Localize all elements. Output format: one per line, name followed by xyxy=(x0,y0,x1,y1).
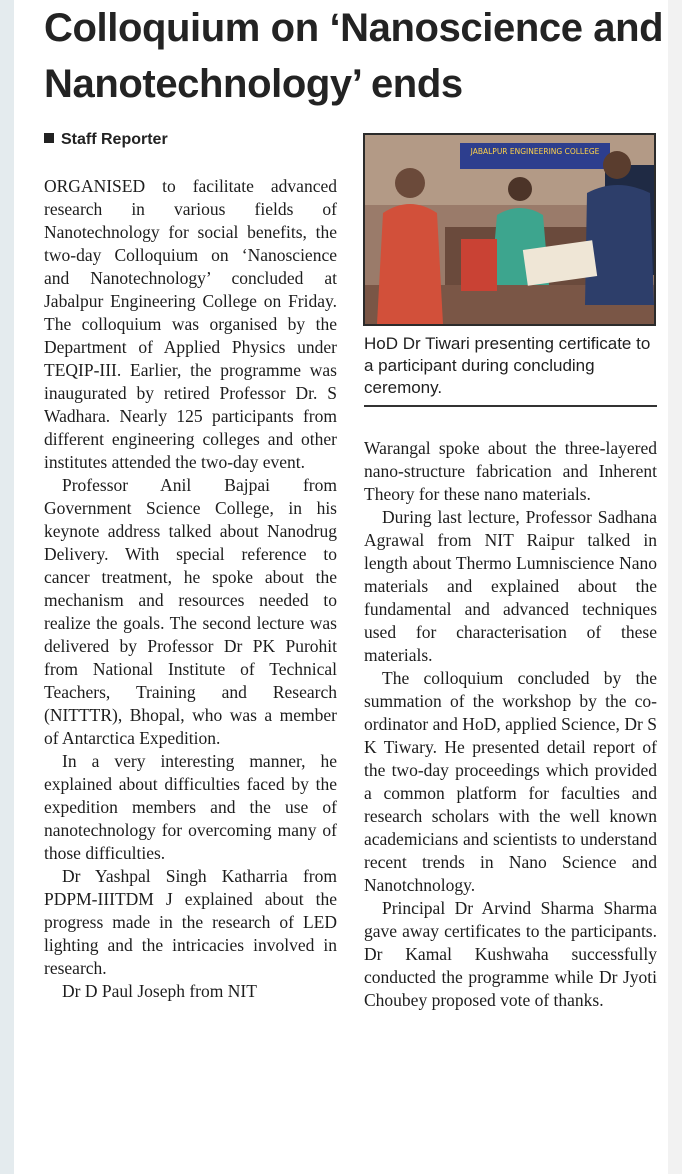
photo-banner-text: JABALPUR ENGINEERING COLLEGE xyxy=(470,147,600,156)
photo-illustration xyxy=(365,135,654,324)
paragraph: Dr Yashpal Singh Katharria from PDPM-IIITDM J explained about the progress made in the research of LED lighting and the intricacies involved in research. xyxy=(44,866,337,978)
paragraph: Warangal spoke about the three-layered nano-structure fabrication and Inherent Theory for these nano materials. xyxy=(364,438,657,504)
paragraph: Professor Anil Bajpai from Government Science College, in his keynote address talked about Nanodrug Delivery. With special reference to cancer treatment, he spoke about the mechanism and resources needed to realize the goals. The second lecture was delivered by Professor Dr PK Purohit from National Institute of Technical Teachers, Training and Research (NITTTR), Bhopal, who was a member of Antarctica Expedition. xyxy=(44,475,337,748)
paragraph: ORGANISED to facilitate advanced research in various fields of Nanotechnology for social benefits, the two-day Colloquium on ‘Nanoscience and Nanotechnology’ concluded at Jabalpur Engineering College on Friday. The colloquium was organised by the Department of Applied Physics under TEQIP-III. Earlier, the programme was inaugurated by retired Professor Dr. S Wadhara. Nearly 125 participants from different engineering colleges and other institutes attended the two-day event. xyxy=(44,176,337,472)
byline-text: Staff Reporter xyxy=(61,131,168,148)
byline xyxy=(44,129,168,151)
caption-divider xyxy=(364,405,657,407)
paragraph: During last lecture, Professor Sadhana Agrawal from NIT Raipur talked in length about Thermo Lumniscience Nano materials and explained about the fundamental and advanced techniques used for characterisation of these materials. xyxy=(364,507,657,665)
news-photo xyxy=(363,133,656,326)
byline-square-icon xyxy=(44,133,54,143)
article-left-column xyxy=(44,175,337,1003)
photo-caption: HoD Dr Tiwari presenting certificate to a participant during concluding ceremony. xyxy=(364,334,651,397)
headline: Colloquium on ‘Nanoscience and Nanotechnology’ ends xyxy=(44,6,664,106)
article-right-column xyxy=(364,437,657,1012)
page-edge-strip-right xyxy=(668,0,682,1174)
paragraph: The colloquium concluded by the summation of the workshop by the co-ordinator and HoD, applied Science, Dr S K Tiwary. He presented detail report of the two-day proceedings which provided a common platform for faculties and research scholars with the well known academicians and scientists to understand recent trends in Nano Science and Nanotchnology. xyxy=(364,668,657,895)
paragraph: In a very interesting manner, he explained about difficulties faced by the expedition members and the use of nanotechnology for overcoming many of those difficulties. xyxy=(44,751,337,863)
paragraph: Dr D Paul Joseph from NIT xyxy=(62,981,257,1001)
page-edge-strip xyxy=(0,0,14,1174)
paragraph: Principal Dr Arvind Sharma Sharma gave away certificates to the participants. Dr Kamal Kushwaha successfully conducted the programme while Dr Jyoti Choubey proposed vote of thanks. xyxy=(364,898,657,1010)
